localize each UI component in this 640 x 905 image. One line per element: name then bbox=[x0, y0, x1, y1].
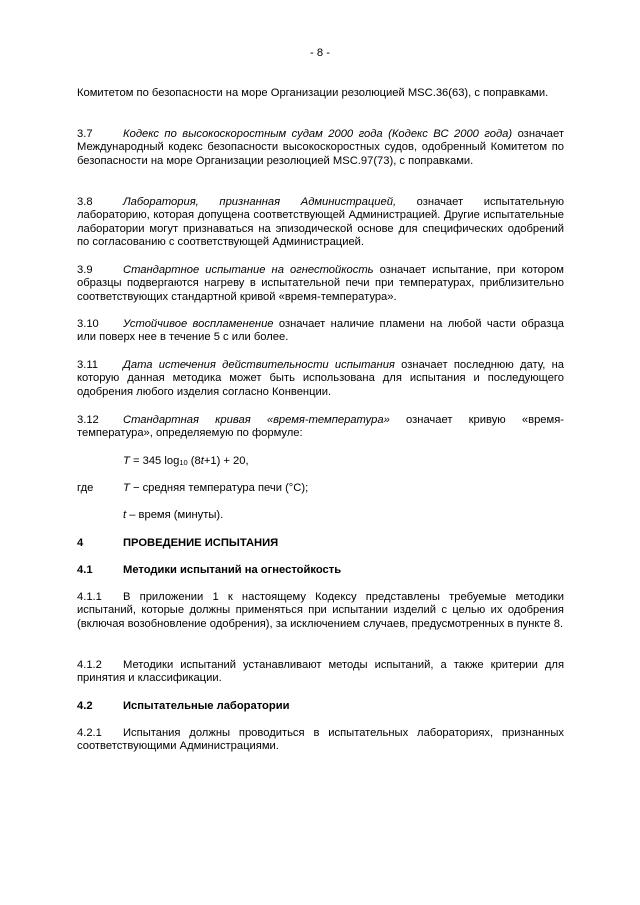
paragraph-3-7 bbox=[77, 128, 564, 168]
var-T: T bbox=[123, 482, 130, 494]
paragraph-text: В приложении 1 к настоящему Кодексу представлены требуемые методики испытаний, которые должны применяться при испытании изделий с целью их одобрения (включая возобновление одобрения), за исключением случаев, предусмотренных в пункте 8. bbox=[77, 591, 564, 630]
defined-term: Стандартное испытание на огнестойкость bbox=[123, 264, 374, 276]
defined-term: Стандартная кривая «время-температура» bbox=[123, 414, 390, 426]
where-T-line bbox=[123, 482, 308, 495]
formula-part: +1) + 20, bbox=[203, 455, 249, 467]
formula-part: (8 bbox=[187, 455, 201, 467]
formula-var-t: t bbox=[200, 455, 204, 467]
paragraph-number: 3.10 bbox=[77, 318, 99, 330]
definition-text: означает Международный кодекс безопасности высокоскоростных судов, одобренный Комитетом по безопасности на море Организации резолюцией MSC.97(73), с поправками. bbox=[77, 128, 564, 167]
paragraph-number: 4.1.1 bbox=[77, 591, 102, 603]
defined-term: Дата истечения действительности испытания bbox=[123, 359, 395, 371]
paragraph-number: 3.8 bbox=[77, 196, 93, 208]
paragraph-4-1-2 bbox=[77, 659, 564, 686]
paragraph-number: 4.2.1 bbox=[77, 727, 102, 739]
paragraph-3-10 bbox=[77, 318, 564, 345]
section-title: Методики испытаний на огнестойкость bbox=[123, 564, 342, 576]
section-number: 4.1 bbox=[77, 564, 93, 576]
defined-term: Устойчивое воспламенение bbox=[123, 318, 274, 330]
var-t-description: – время (минуты). bbox=[126, 509, 224, 521]
definition-text: означает последнюю дату, на которую данная методика может быть использована для испытания и последующего одобрения любого изделия согласно Конвенции. bbox=[77, 359, 564, 398]
paragraph-number: 4.1.2 bbox=[77, 659, 102, 671]
paragraph-3-9 bbox=[77, 264, 564, 304]
paragraph-intro-text: Комитетом по безопасности на море Организации резолюцией MSC.36(63), с поправками. bbox=[77, 87, 549, 99]
paragraph-number: 3.12 bbox=[77, 414, 99, 426]
defined-term: Лаборатория, признанная Администрацией, bbox=[123, 196, 397, 208]
paragraph-number: 3.7 bbox=[77, 128, 93, 140]
section-heading-4-1 bbox=[77, 564, 564, 577]
paragraph-4-1-1 bbox=[77, 591, 564, 631]
where-label: где bbox=[77, 482, 94, 494]
where-t-line bbox=[123, 509, 223, 522]
defined-term: Кодекс по высокоскоростным судам 2000 года (Кодекс ВС 2000 года) bbox=[123, 128, 513, 140]
formula-part: = 345 log bbox=[129, 455, 180, 467]
paragraph-number: 3.9 bbox=[77, 264, 93, 276]
section-number: 4.2 bbox=[77, 700, 93, 712]
page-number: - 8 - bbox=[310, 47, 330, 59]
definition-text: означает испытательную лабораторию, которая допущена соответствующей Администрацией. Другие испытательные лаборатории могут признаваться на эпизодической основе для специфических одобрений по согласованию с соответствующей Администрацией. bbox=[77, 196, 564, 249]
paragraph-4-2-1 bbox=[77, 727, 564, 754]
paragraph-3-8 bbox=[77, 196, 564, 250]
section-heading-4 bbox=[77, 537, 564, 550]
paragraph-number: 3.11 bbox=[77, 359, 98, 371]
section-title: ПРОВЕДЕНИЕ ИСПЫТАНИЯ bbox=[123, 537, 279, 549]
formula bbox=[123, 455, 249, 468]
formula-log-base: 10 bbox=[179, 458, 188, 467]
paragraph-intro bbox=[77, 87, 564, 100]
definition-text: означает испытание, при котором образцы подвергаются нагреву в испытательной печи при температурах, приблизительно соответствующих стандартной кривой «время-температура». bbox=[77, 264, 564, 303]
var-T-description: − средняя температура печи (°C); bbox=[129, 482, 309, 494]
section-heading-4-2 bbox=[77, 700, 564, 713]
definition-text: означает кривую «время-температура», определяемую по формуле: bbox=[77, 414, 564, 440]
paragraph-3-11 bbox=[77, 359, 564, 399]
var-t: t bbox=[123, 509, 127, 521]
paragraph-3-12 bbox=[77, 414, 564, 441]
section-title: Испытательные лаборатории bbox=[123, 700, 290, 712]
formula-var-T: T bbox=[123, 455, 130, 467]
paragraph-text: Испытания должны проводиться в испытательных лабораториях, признанных соответствующими Администрациями. bbox=[77, 727, 564, 753]
definition-text: означает наличие пламени на любой части образца или поверх нее в течение 5 с или более. bbox=[77, 318, 564, 344]
section-number: 4 bbox=[77, 537, 84, 549]
paragraph-text: Методики испытаний устанавливают методы испытаний, а также критерии для принятия и классификации. bbox=[77, 659, 564, 685]
